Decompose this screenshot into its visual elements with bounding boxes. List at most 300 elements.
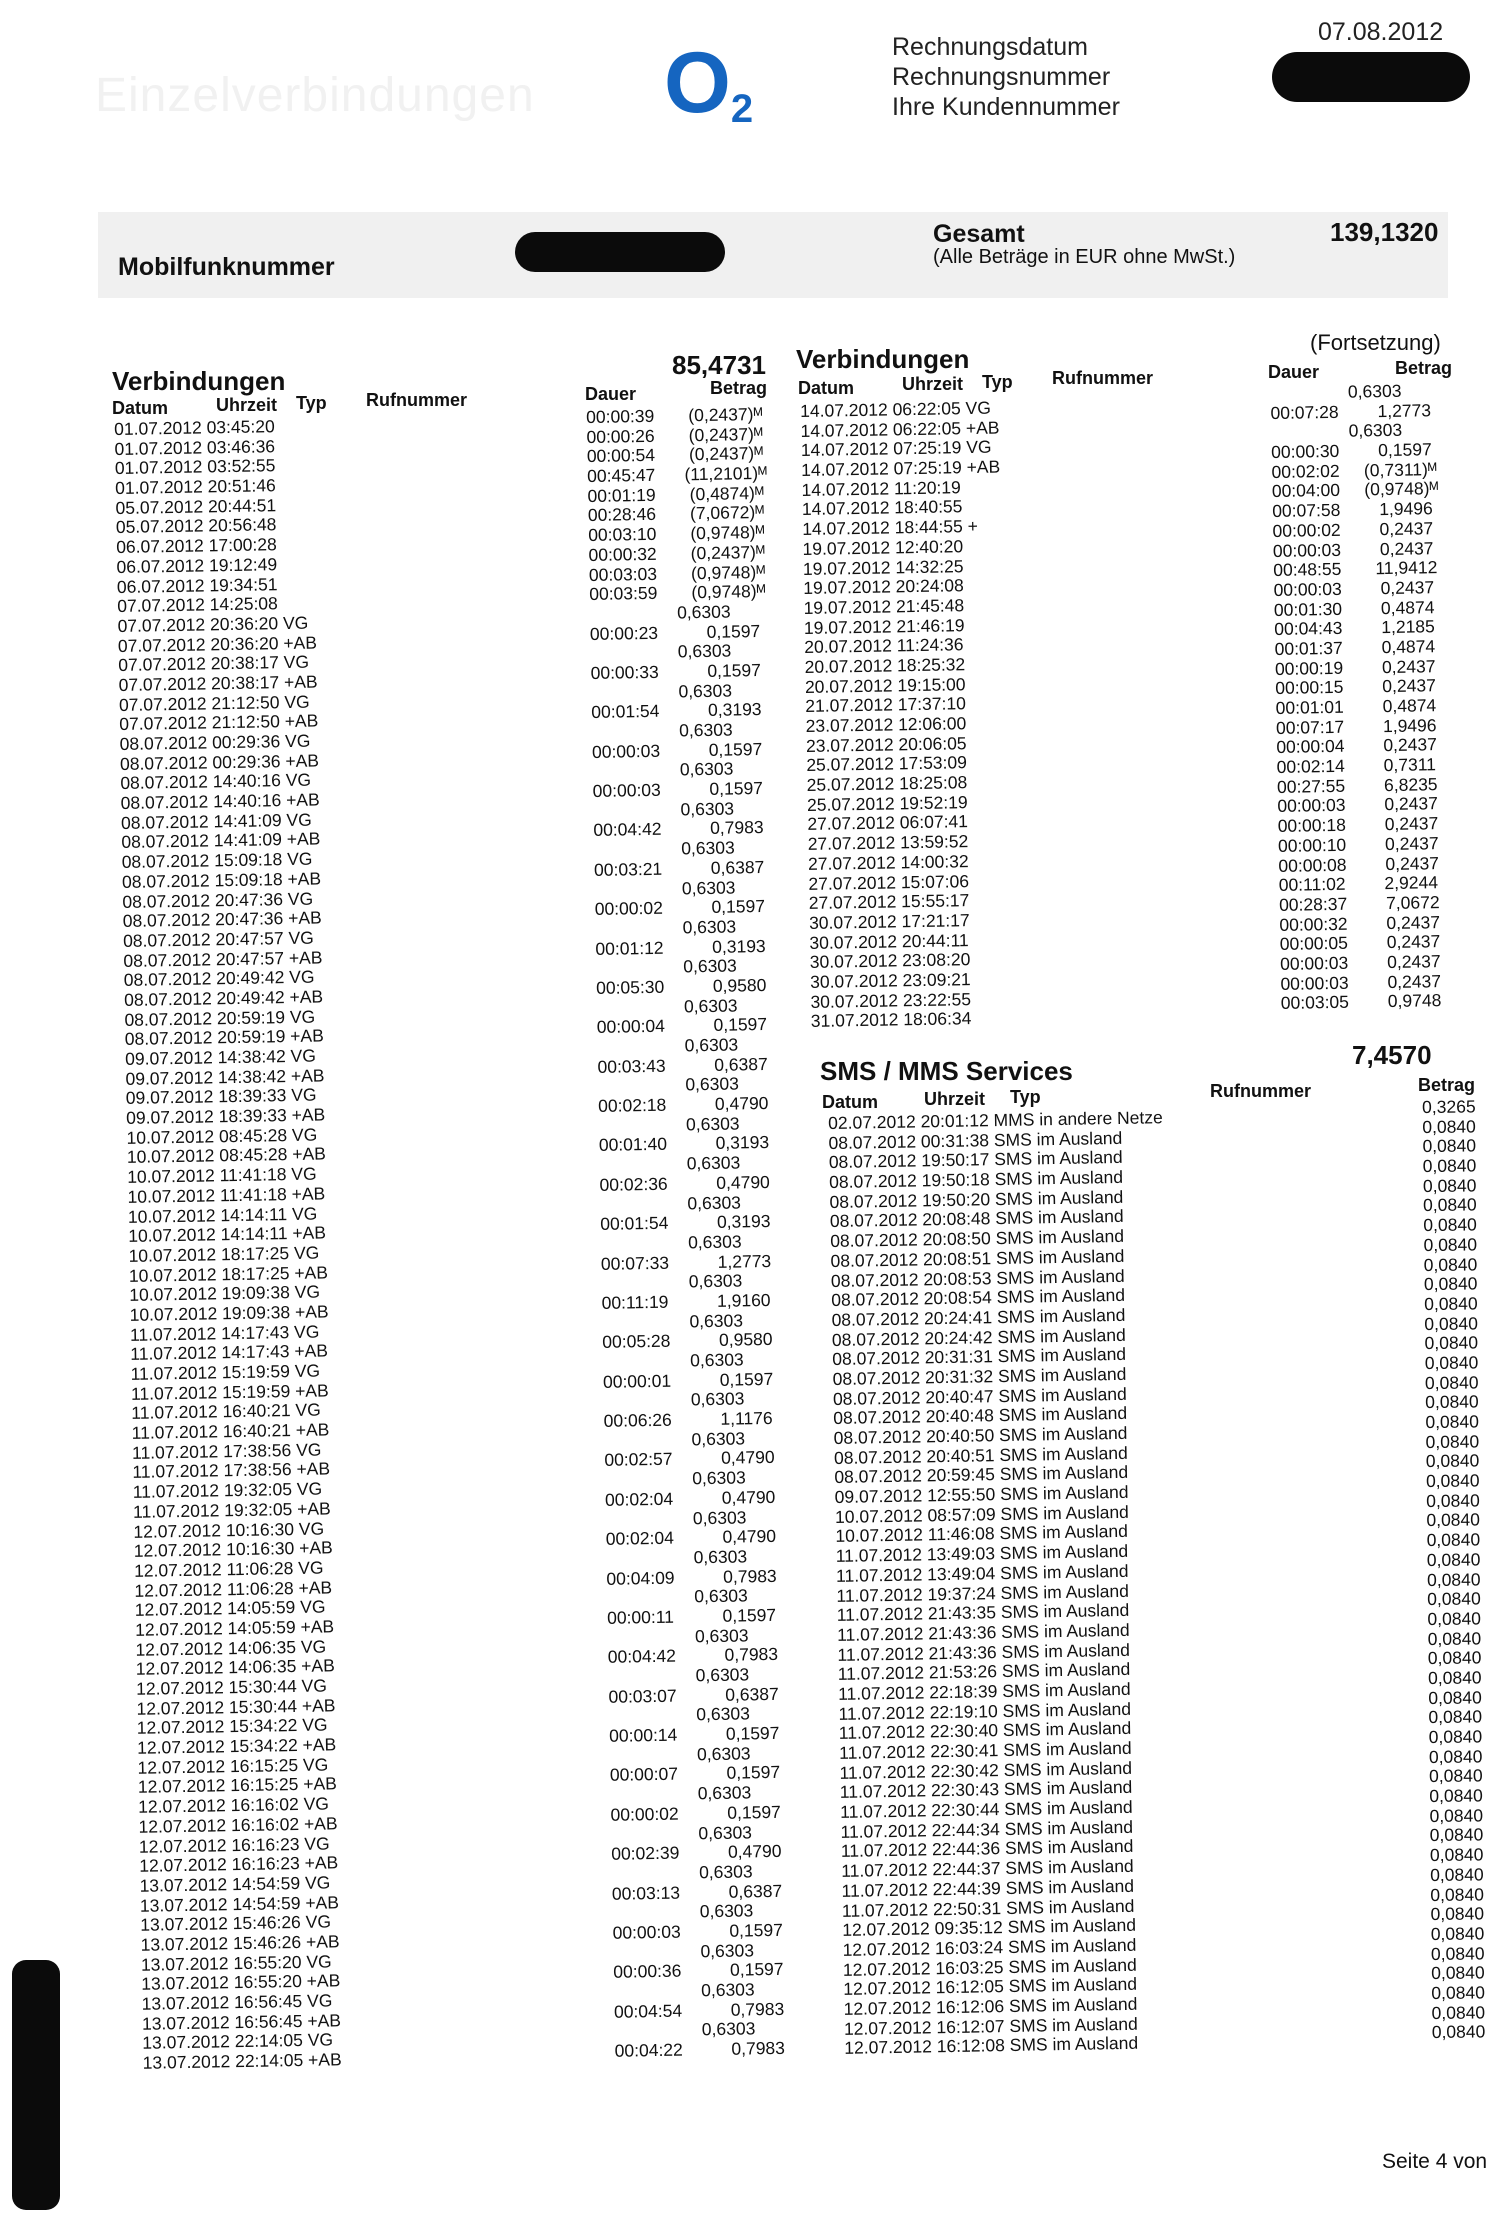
connection-row: 13.07.2012 15:46:26 +AB <box>140 1931 340 1955</box>
amount-row: 00:00:03 0,1597 <box>612 1919 784 1943</box>
sms-amount: 0,0840 <box>1426 1568 1481 1590</box>
sms-row: 08.07.2012 20:24:42 SMS im Ausland <box>831 1324 1126 1350</box>
amount-row: 0,6303 <box>598 1113 740 1136</box>
connection-row: 14.07.2012 18:40:55 <box>801 496 963 520</box>
amount-row: 00:00:02 0,1597 <box>594 896 766 920</box>
amount-row: 0,6303 <box>605 1546 748 1569</box>
sms-row: 12.07.2012 16:12:07 SMS im Ausland <box>843 2013 1138 2039</box>
sms-amount: 0,0840 <box>1426 1490 1480 1511</box>
connection-row: 12.07.2012 16:15:25 VG <box>137 1754 329 1778</box>
connection-row: 12.07.2012 14:05:59 +AB <box>134 1616 335 1640</box>
right-header-dauer: Dauer <box>1268 362 1320 382</box>
sms-row: 11.07.2012 22:44:34 SMS im Ausland <box>840 1816 1134 1842</box>
amount-row: 00:02:02 (0,7311)ᴹ <box>1271 458 1437 482</box>
amount-row: 0,6303 <box>611 1861 753 1884</box>
amount-row: 00:00:33 0,1597 <box>590 659 762 683</box>
sms-amount: 0,0840 <box>1430 1942 1485 1964</box>
connection-row: 13.07.2012 14:54:59 +AB <box>139 1891 340 1916</box>
connection-row: 08.07.2012 14:41:09 VG <box>120 809 312 833</box>
sms-amount: 0,0840 <box>1425 1391 1479 1413</box>
amount-row: 00:02:36 0,4790 <box>599 1171 770 1195</box>
amount-row: 0,6303 <box>600 1231 742 1254</box>
connection-row: 07.07.2012 14:25:08 <box>117 593 278 617</box>
sms-row: 08.07.2012 20:40:47 SMS im Ausland <box>832 1383 1127 1409</box>
connection-row: 13.07.2012 22:14:05 VG <box>142 2029 334 2054</box>
sms-header-uhrzeit: Uhrzeit <box>924 1089 986 1109</box>
sms-amount: 0,0840 <box>1424 1332 1479 1354</box>
connection-row: 12.07.2012 10:16:30 +AB <box>133 1537 333 1562</box>
sms-row: 12.07.2012 16:03:24 SMS im Ausland <box>842 1934 1137 1960</box>
sms-row: 11.07.2012 22:30:42 SMS im Ausland <box>839 1757 1133 1783</box>
sms-row: 08.07.2012 20:40:48 SMS im Ausland <box>833 1403 1128 1429</box>
connection-row: 12.07.2012 11:06:28 VG <box>133 1557 324 1581</box>
amount-row: 00:03:43 0,6387 <box>597 1053 768 1077</box>
sms-row: 08.07.2012 20:31:32 SMS im Ausland <box>832 1363 1127 1389</box>
amount-row: 0,6303 <box>607 1624 749 1648</box>
sms-amount: 0,0840 <box>1431 1962 1485 1984</box>
amount-row: 00:00:39 (0,2437)ᴹ <box>585 403 763 427</box>
connection-row: 27.07.2012 15:07:06 <box>808 870 970 894</box>
connection-row: 08.07.2012 20:49:42 +AB <box>123 986 324 1010</box>
left-section-total: 85,4731 <box>672 350 766 380</box>
amount-row: 0,6303 <box>608 1703 751 1727</box>
label-rechnungsnummer: Rechnungsnummer <box>892 63 1111 91</box>
amount-row: 0,6303 <box>592 758 734 782</box>
amount-row: 00:07:28 1,2773 <box>1270 399 1432 423</box>
connection-row: 13.07.2012 15:46:26 VG <box>140 1911 332 1936</box>
amount-row: 00:00:04 0,1597 <box>596 1014 768 1038</box>
amount-row: 0,6303 <box>610 1821 753 1845</box>
amount-row: 0,6303 <box>596 995 738 1018</box>
amount-row: 0,6303 <box>609 1743 751 1766</box>
amount-row: 00:00:03 0,1597 <box>591 738 763 762</box>
sms-amount: 0,0840 <box>1429 1805 1484 1826</box>
sms-amount: 0,3265 <box>1421 1096 1476 1117</box>
connection-row: 23.07.2012 12:06:00 <box>805 713 967 736</box>
connection-row: 25.07.2012 17:53:09 <box>806 752 968 776</box>
amount-row: 0,6303 <box>610 1782 752 1805</box>
connection-row: 08.07.2012 14:41:09 +AB <box>121 828 321 853</box>
connection-row: 25.07.2012 18:25:08 <box>806 772 968 796</box>
connection-row: 13.07.2012 14:54:59 VG <box>139 1872 331 1896</box>
connection-row: 10.07.2012 11:41:18 VG <box>127 1163 317 1188</box>
sms-amount: 0,0840 <box>1428 1746 1483 1767</box>
amount-row: 00:06:26 1,1176 <box>603 1407 773 1431</box>
connection-row: 20.07.2012 19:15:00 <box>804 673 966 697</box>
connection-row: 21.07.2012 17:37:10 <box>805 693 967 717</box>
connection-row: 08.07.2012 14:40:16 +AB <box>120 789 320 814</box>
sms-row: 09.07.2012 12:55:50 SMS im Ausland <box>834 1481 1129 1508</box>
sms-row: 08.07.2012 00:31:38 SMS im Ausland <box>828 1127 1123 1153</box>
connection-row: 19.07.2012 12:40:20 <box>802 535 964 559</box>
sms-amount: 0,0840 <box>1427 1647 1482 1669</box>
sms-amount: 0,0840 <box>1427 1608 1482 1629</box>
amount-row: 0,6303 <box>1270 420 1403 443</box>
connection-row: 12.07.2012 15:30:44 VG <box>135 1675 328 1699</box>
amount-row: 0,6303 <box>590 640 732 664</box>
amount-row: 0,6303 <box>593 837 735 861</box>
amount-row: 00:00:03 0,2437 <box>1272 537 1434 561</box>
sms-row: 08.07.2012 19:50:18 SMS im Ausland <box>829 1166 1124 1193</box>
amount-row: 00:01:12 0,3193 <box>595 935 766 959</box>
sms-row: 11.07.2012 21:43:36 SMS im Ausland <box>837 1639 1131 1665</box>
sms-row: 11.07.2012 22:30:40 SMS im Ausland <box>838 1718 1132 1744</box>
sms-row: 08.07.2012 20:08:53 SMS im Ausland <box>830 1265 1125 1291</box>
sms-amount: 0,0840 <box>1423 1194 1477 1216</box>
amount-row: 0,6303 <box>599 1191 742 1215</box>
amount-row: 00:04:43 1,2185 <box>1274 616 1435 640</box>
connection-row: 08.07.2012 20:47:57 VG <box>122 927 314 951</box>
amount-row: 00:04:42 0,7983 <box>593 817 764 841</box>
sms-row: 12.07.2012 16:12:06 SMS im Ausland <box>843 1993 1138 2019</box>
connection-row: 11.07.2012 15:19:59 VG <box>130 1360 321 1384</box>
amount-row: 00:03:03 (0,9748)ᴹ <box>588 561 766 585</box>
label-kundennummer: Ihre Kundennummer <box>892 93 1120 121</box>
sms-amounts <box>1422 1097 1485 2043</box>
amount-row: 00:04:00 (0,9748)ᴹ <box>1271 478 1439 502</box>
amount-row: 00:02:39 0,4790 <box>611 1840 782 1864</box>
connection-row: 10.07.2012 11:41:18 +AB <box>127 1183 326 1207</box>
sms-amount: 0,0840 <box>1429 1844 1484 1866</box>
connection-row: 12.07.2012 14:05:59 VG <box>134 1596 326 1621</box>
sms-row: 12.07.2012 16:12:08 SMS im Ausland <box>844 2033 1139 2059</box>
sms-row: 08.07.2012 20:40:50 SMS im Ausland <box>833 1422 1128 1448</box>
amount-row: 00:00:03 0,2437 <box>1277 793 1439 817</box>
sms-row: 11.07.2012 22:44:39 SMS im Ausland <box>841 1875 1135 1901</box>
amount-row: 00:03:13 0,6387 <box>611 1880 783 1904</box>
amount-row: 00:11:19 1,9160 <box>601 1289 771 1313</box>
logo-o: O <box>664 35 731 131</box>
connection-row: 07.07.2012 20:36:20 +AB <box>117 632 318 656</box>
amount-row: 00:00:11 0,1597 <box>606 1604 777 1628</box>
connection-row: 11.07.2012 19:32:05 +AB <box>132 1498 331 1522</box>
connection-row: 08.07.2012 20:49:42 VG <box>123 966 315 991</box>
invoice-date: 07.08.2012 <box>1318 18 1444 46</box>
left-amounts <box>586 405 795 2062</box>
connection-row: 11.07.2012 15:19:59 +AB <box>130 1380 329 1404</box>
amount-row: 0,6303 <box>595 955 737 979</box>
connection-row: 19.07.2012 14:32:25 <box>802 555 964 579</box>
amount-row: 00:00:04 0,2437 <box>1276 734 1438 758</box>
connection-row: 01.07.2012 03:45:20 <box>113 416 275 439</box>
connection-row: 30.07.2012 23:08:20 <box>809 949 971 973</box>
amount-row: 0,6303 <box>605 1506 747 1530</box>
amount-row: 0,6303 <box>614 2018 756 2042</box>
connection-row: 12.07.2012 15:30:44 +AB <box>136 1695 336 1719</box>
connection-row: 13.07.2012 16:56:45 +AB <box>141 2009 342 2034</box>
connection-row: 31.07.2012 18:06:34 <box>810 1008 972 1032</box>
amount-row: 00:01:01 0,4874 <box>1275 695 1437 718</box>
sms-row: 08.07.2012 20:31:31 SMS im Ausland <box>832 1344 1127 1370</box>
sms-row: 11.07.2012 22:30:44 SMS im Ausland <box>840 1796 1133 1822</box>
sms-amount: 0,0840 <box>1425 1450 1480 1472</box>
sms-amount: 0,0840 <box>1422 1116 1476 1137</box>
connection-row: 10.07.2012 14:14:11 +AB <box>128 1222 327 1247</box>
amount-row: 0,6303 <box>604 1467 746 1490</box>
connection-row: 13.07.2012 16:55:20 VG <box>140 1951 332 1975</box>
connection-row: 14.07.2012 06:22:05 +AB <box>800 417 1000 441</box>
connection-row: 19.07.2012 21:45:48 <box>803 595 965 618</box>
connection-row: 12.07.2012 16:16:02 VG <box>138 1793 330 1817</box>
sms-amount: 0,0840 <box>1423 1214 1477 1236</box>
connection-row: 10.07.2012 18:17:25 VG <box>128 1242 320 1266</box>
connection-row: 09.07.2012 18:39:33 VG <box>125 1084 317 1109</box>
amount-row: 00:04:42 0,7983 <box>607 1644 779 1668</box>
mobilfunknummer-label: Mobilfunknummer <box>118 253 335 281</box>
connection-row: 12.07.2012 16:16:23 +AB <box>139 1852 339 1876</box>
amount-row: 00:48:55 11,9412 <box>1273 557 1438 581</box>
amount-row: 00:45:47 (11,2101)ᴹ <box>587 462 768 487</box>
amount-row: 00:00:14 0,1597 <box>609 1722 780 1746</box>
sms-amount: 0,0840 <box>1425 1411 1480 1432</box>
gesamt-label: Gesamt <box>933 220 1025 248</box>
amount-row: 00:03:05 0,9748 <box>1280 990 1442 1014</box>
sms-amount: 0,0840 <box>1423 1234 1478 1255</box>
amount-row: 00:00:01 0,1597 <box>602 1368 774 1392</box>
connection-row: 10.07.2012 08:45:28 VG <box>126 1124 318 1148</box>
connection-row: 11.07.2012 17:38:56 VG <box>131 1439 322 1463</box>
connection-row: 30.07.2012 17:21:17 <box>808 909 970 933</box>
sms-amount: 0,0840 <box>1424 1352 1479 1373</box>
sms-row: 11.07.2012 22:30:43 SMS im Ausland <box>839 1777 1133 1803</box>
amount-row: 00:00:32 0,2437 <box>1279 911 1441 935</box>
connection-row: 05.07.2012 20:56:48 <box>115 514 277 538</box>
amount-row: 00:01:54 0,3193 <box>600 1211 771 1235</box>
connection-row: 09.07.2012 18:39:33 +AB <box>126 1104 326 1128</box>
amount-row: 0,6303 <box>599 1152 741 1176</box>
sms-amount: 0,0840 <box>1423 1273 1478 1295</box>
connection-row: 20.07.2012 11:24:36 <box>804 634 964 658</box>
connection-row: 30.07.2012 23:09:21 <box>809 969 971 992</box>
amount-row: 00:00:10 0,2437 <box>1277 832 1439 856</box>
sms-amount: 0,0840 <box>1427 1627 1482 1649</box>
connection-row: 14.07.2012 07:25:19 VG <box>800 437 992 461</box>
amount-row: 00:28:46 (7,0672)ᴹ <box>587 502 765 526</box>
amount-row: 0,6303 <box>591 719 733 742</box>
amount-row: 00:00:03 0,1597 <box>592 778 764 802</box>
connection-row: 12.07.2012 14:06:35 +AB <box>135 1655 335 1680</box>
sms-row: 11.07.2012 22:30:41 SMS im Ausland <box>838 1737 1132 1763</box>
connection-row: 08.07.2012 14:40:16 VG <box>120 769 312 794</box>
sms-row: 11.07.2012 21:43:36 SMS im Ausland <box>836 1619 1130 1645</box>
amount-row: 00:00:03 0,2437 <box>1273 577 1435 600</box>
amount-row: 00:02:04 0,4790 <box>604 1486 776 1510</box>
connection-row: 30.07.2012 23:22:55 <box>810 988 972 1012</box>
redaction-phone-number <box>515 232 725 272</box>
sms-amount: 0,0840 <box>1426 1549 1481 1570</box>
sms-amount: 0,0840 <box>1427 1667 1482 1688</box>
right-header-datum: Datum <box>798 378 855 398</box>
amount-row: 00:01:40 0,3193 <box>598 1132 770 1156</box>
sms-row: 12.07.2012 16:12:05 SMS im Ausland <box>843 1973 1138 2000</box>
amount-row: 00:02:57 0,4790 <box>604 1447 775 1471</box>
amount-row: 0,6303 <box>612 1900 754 1924</box>
right-section-title: Verbindungen <box>796 344 970 374</box>
amount-row: 00:00:03 0,2437 <box>1279 951 1441 974</box>
right-header-betrag: Betrag <box>1395 358 1453 378</box>
amount-row: 00:03:07 0,6387 <box>608 1683 779 1707</box>
amount-row: 00:00:54 (0,2437)ᴹ <box>586 443 764 467</box>
amount-row: 0,6303 <box>602 1349 744 1372</box>
connection-row: 07.07.2012 21:12:50 VG <box>118 691 310 715</box>
amount-row: 00:28:37 7,0672 <box>1278 891 1440 915</box>
sms-amount: 0,0840 <box>1426 1529 1481 1551</box>
connection-row: 09.07.2012 14:38:42 +AB <box>125 1065 325 1089</box>
left-header-datum: Datum <box>112 398 169 418</box>
left-header-betrag: Betrag <box>710 378 768 398</box>
connection-row: 20.07.2012 18:25:32 <box>804 654 966 677</box>
sms-amount: 0,0840 <box>1430 1903 1485 1925</box>
right-amounts <box>1270 381 1448 1014</box>
connection-row: 27.07.2012 13:59:52 <box>807 831 969 855</box>
connection-row: 27.07.2012 06:07:41 <box>807 811 969 835</box>
amount-row: 00:04:22 0,7983 <box>614 2037 786 2061</box>
connection-row: 07.07.2012 20:38:17 +AB <box>118 671 318 695</box>
connection-row: 08.07.2012 20:47:36 VG <box>122 888 314 912</box>
connection-row: 12.07.2012 15:34:22 VG <box>136 1714 328 1739</box>
connection-row: 01.07.2012 03:52:55 <box>114 455 276 479</box>
page-number: Seite 4 von <box>1382 2150 1488 2173</box>
amount-row: 00:02:04 0,4790 <box>605 1526 777 1550</box>
sms-amount: 0,0840 <box>1431 2002 1486 2023</box>
left-header-dauer: Dauer <box>585 384 637 404</box>
connection-row: 08.07.2012 20:59:19 +AB <box>124 1025 324 1050</box>
sms-header-typ: Typ <box>1010 1087 1041 1107</box>
connection-row: 08.07.2012 20:59:19 VG <box>124 1006 316 1030</box>
connection-row: 11.07.2012 17:38:56 +AB <box>132 1458 331 1483</box>
connection-row: 12.07.2012 16:16:02 +AB <box>138 1813 338 1837</box>
sms-row: 08.07.2012 20:08:50 SMS im Ausland <box>830 1225 1125 1252</box>
connection-row: 10.07.2012 14:14:11 VG <box>127 1203 318 1227</box>
amount-row: 00:07:58 1,9496 <box>1272 498 1433 522</box>
connection-row: 06.07.2012 19:12:49 <box>116 553 278 577</box>
right-header-uhrzeit: Uhrzeit <box>902 374 964 394</box>
sms-amount: 0,0840 <box>1430 1923 1485 1944</box>
sms-section-total: 7,4570 <box>1352 1040 1432 1070</box>
amount-row: 00:00:32 (0,2437)ᴹ <box>588 541 765 565</box>
connection-row: 12.07.2012 14:06:35 VG <box>135 1636 327 1660</box>
amount-row: 0,6303 <box>603 1388 745 1412</box>
sms-row: 02.07.2012 20:01:12 MMS in andere Netze <box>827 1107 1163 1133</box>
sms-amount: 0,0840 <box>1422 1155 1477 1177</box>
amount-row: 0,6303 <box>612 1939 755 1963</box>
amount-row: 0,6303 <box>1269 380 1402 403</box>
connection-row: 11.07.2012 14:17:43 VG <box>129 1321 320 1345</box>
sms-row: 12.07.2012 16:03:25 SMS im Ausland <box>842 1954 1137 1980</box>
amount-row: 00:27:55 6,8235 <box>1276 773 1438 797</box>
sms-row: 11.07.2012 22:19:10 SMS im Ausland <box>838 1698 1132 1724</box>
connection-row: 25.07.2012 19:52:19 <box>806 791 968 815</box>
amount-row: 00:03:59 (0,9748)ᴹ <box>589 581 766 605</box>
connection-row: 07.07.2012 21:12:50 +AB <box>119 710 319 735</box>
amount-row: 00:02:14 0,7311 <box>1276 754 1437 778</box>
connection-row: 12.07.2012 16:15:25 +AB <box>137 1773 338 1798</box>
amount-row: 00:02:18 0,4790 <box>598 1092 769 1116</box>
sms-row: 11.07.2012 22:44:36 SMS im Ausland <box>840 1836 1134 1862</box>
amount-row: 0,6303 <box>589 601 731 624</box>
amount-row: 0,6303 <box>606 1585 748 1609</box>
amount-row: 00:05:28 0,9580 <box>602 1329 773 1353</box>
sms-amount: 0,0840 <box>1428 1726 1483 1747</box>
amount-row: 0,6303 <box>594 876 736 900</box>
connection-row: 14.07.2012 07:25:19 +AB <box>801 456 1001 481</box>
amount-row: 00:01:37 0,4874 <box>1274 636 1436 659</box>
sms-amount: 0,0840 <box>1431 1982 1486 2003</box>
sms-amount: 0,0840 <box>1428 1687 1482 1708</box>
sms-amount: 0,0840 <box>1430 1864 1484 1885</box>
connection-row: 12.07.2012 15:34:22 +AB <box>137 1734 337 1758</box>
connection-row: 10.07.2012 19:09:38 +AB <box>129 1301 329 1325</box>
amount-row: 0,6303 <box>601 1310 744 1333</box>
amount-row: 00:00:07 0,1597 <box>609 1762 781 1786</box>
connection-row: 13.07.2012 16:56:45 VG <box>141 1990 333 2014</box>
sms-row: 11.07.2012 21:43:35 SMS im Ausland <box>836 1600 1130 1626</box>
sms-amount: 0,0840 <box>1424 1293 1478 1314</box>
connection-row: 13.07.2012 22:14:05 +AB <box>142 2049 342 2073</box>
amount-row: 00:00:30 0,1597 <box>1271 439 1432 463</box>
amount-row: 00:00:19 0,2437 <box>1274 655 1436 679</box>
amount-row: 0,6303 <box>603 1428 746 1451</box>
connection-row: 10.07.2012 08:45:28 +AB <box>126 1143 327 1168</box>
sms-amount: 0,0840 <box>1430 1883 1484 1905</box>
sms-amount: 0,0840 <box>1425 1470 1480 1492</box>
sms-row: 11.07.2012 22:18:39 SMS im Ausland <box>837 1678 1131 1704</box>
amount-row: 0,6303 <box>607 1664 750 1687</box>
connection-row: 05.07.2012 20:44:51 <box>115 494 277 518</box>
connection-row: 06.07.2012 17:00:28 <box>116 534 277 558</box>
amount-row: 00:04:09 0,7983 <box>606 1565 777 1589</box>
connection-row: 23.07.2012 20:06:05 <box>805 732 967 756</box>
connection-row: 14.07.2012 06:22:05 VG <box>799 397 992 421</box>
amount-row: 00:07:17 1,9496 <box>1275 714 1437 738</box>
sms-amount: 0,0840 <box>1431 2021 1486 2043</box>
connection-row: 12.07.2012 10:16:30 VG <box>133 1518 325 1542</box>
right-header-rufnummer: Rufnummer <box>1052 368 1154 388</box>
o2-logo <box>664 35 754 131</box>
left-header-uhrzeit: Uhrzeit <box>216 395 278 415</box>
amount-row: 00:03:10 (0,9748)ᴹ <box>588 522 765 546</box>
amount-row: 00:01:54 0,3193 <box>591 699 762 723</box>
sms-row: 11.07.2012 13:49:03 SMS im Ausland <box>835 1540 1129 1567</box>
sms-row: 11.07.2012 13:49:04 SMS im Ausland <box>835 1560 1129 1586</box>
sms-amount: 0,0840 <box>1422 1175 1477 1196</box>
sms-row: 08.07.2012 20:08:54 SMS im Ausland <box>831 1285 1126 1311</box>
amount-row: 0,6303 <box>596 1034 739 1057</box>
amount-row: 00:00:26 (0,2437)ᴹ <box>586 423 763 447</box>
sms-row: 11.07.2012 19:37:24 SMS im Ausland <box>836 1580 1130 1606</box>
connection-row: 12.07.2012 16:16:23 VG <box>138 1832 330 1857</box>
sms-row: 11.07.2012 22:44:37 SMS im Ausland <box>841 1855 1134 1882</box>
right-header-typ: Typ <box>982 372 1013 392</box>
amount-row: 0,6303 <box>590 680 733 703</box>
connection-row: 11.07.2012 19:32:05 VG <box>132 1478 323 1502</box>
sms-row: 08.07.2012 19:50:20 SMS im Ausland <box>829 1186 1124 1212</box>
sms-amount: 0,0840 <box>1429 1785 1483 1807</box>
connection-row: 11.07.2012 16:40:21 VG <box>131 1399 321 1424</box>
amount-row: 00:00:03 0,2437 <box>1280 970 1442 994</box>
right-rows <box>800 399 1010 1032</box>
logo-2: 2 <box>730 87 754 131</box>
sms-row: 08.07.2012 20:08:51 SMS im Ausland <box>830 1245 1125 1271</box>
connection-row: 27.07.2012 15:55:17 <box>808 890 970 914</box>
redaction-invoice-numbers <box>1272 52 1470 102</box>
sms-row: 12.07.2012 09:35:12 SMS im Ausland <box>842 1914 1137 1941</box>
left-section-title: Verbindungen <box>112 366 286 396</box>
amount-row: 0,6303 <box>594 916 737 939</box>
sms-header-rufnummer: Rufnummer <box>1210 1081 1312 1101</box>
sms-row: 08.07.2012 20:08:48 SMS im Ausland <box>829 1206 1124 1232</box>
left-rows <box>114 417 342 2074</box>
